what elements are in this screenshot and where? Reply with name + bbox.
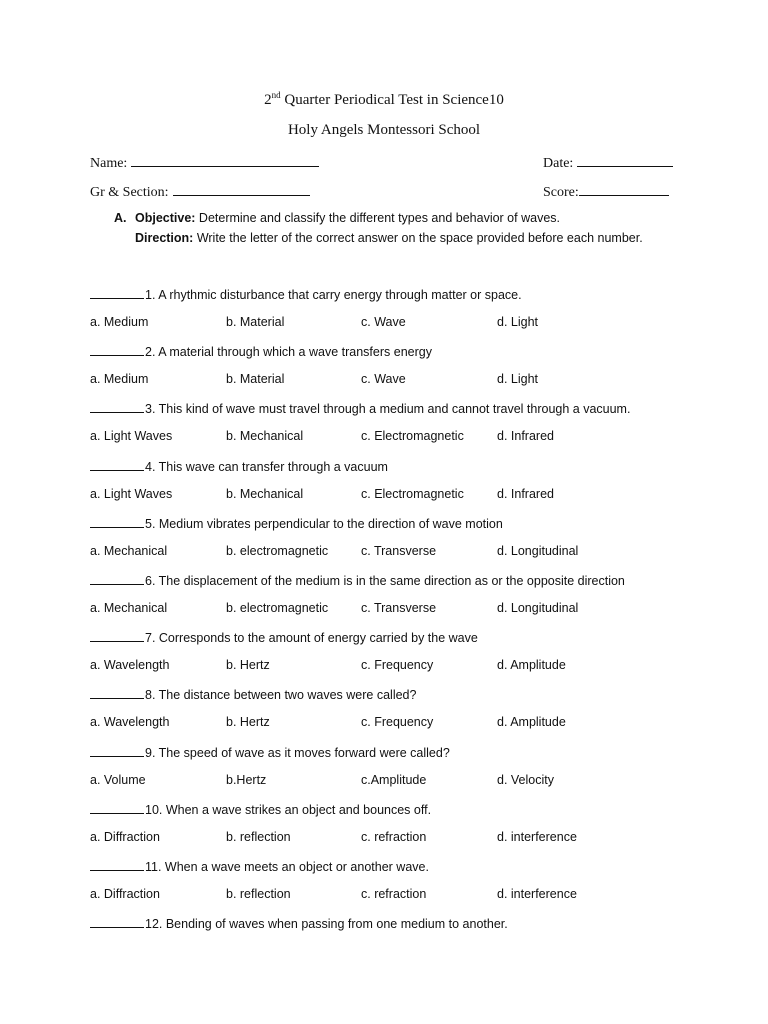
- question-text: 1. A rhythmic disturbance that carry energy through matter or space.: [145, 288, 522, 302]
- answer-options: [90, 487, 710, 505]
- date-blank[interactable]: [577, 152, 673, 167]
- name-field: [90, 152, 319, 172]
- answer-option: b. Material: [226, 372, 285, 387]
- school-name: Holy Angels Montessori School: [287, 122, 481, 138]
- direction-text: Write the letter of the correct answer on the space provided before each number.: [193, 231, 643, 245]
- question-item: [90, 515, 503, 531]
- answer-option: c. Electromagnetic: [361, 486, 464, 501]
- score-label: Score:: [543, 185, 579, 200]
- question-text: 8. The distance between two waves were called?: [145, 688, 417, 703]
- answer-option: b. Material: [226, 315, 285, 329]
- question-text: 2. A material through which a wave transfers energy: [145, 345, 432, 360]
- question-item: [90, 572, 625, 588]
- answer-option: c. Transverse: [361, 543, 437, 558]
- answer-option: a. Medium: [90, 315, 149, 329]
- answer-option: d. Infrared: [497, 429, 554, 444]
- answer-option: b. electromagnetic: [226, 543, 329, 558]
- answer-option: a. Volume: [90, 772, 146, 787]
- title-text: Quarter Periodical Test in Science10: [280, 92, 504, 108]
- answer-blank[interactable]: [90, 458, 144, 471]
- answer-option: a. Wavelength: [90, 715, 170, 730]
- question-text: 7. Corresponds to the amount of energy carried by the wave: [145, 631, 478, 646]
- score-field: [543, 181, 669, 201]
- answer-option: d. Light: [497, 372, 539, 387]
- title-superscript: nd: [271, 90, 281, 100]
- objective-line: [135, 208, 643, 228]
- answer-blank[interactable]: [90, 915, 144, 928]
- answer-options: [90, 830, 710, 848]
- question-item: [90, 343, 432, 359]
- answer-option: a. Wavelength: [90, 658, 170, 673]
- answer-blank[interactable]: [90, 515, 144, 528]
- answer-option: a. Light Waves: [90, 486, 173, 501]
- question-item: [90, 400, 630, 416]
- answer-option: d. interference: [497, 829, 577, 844]
- answer-options: [90, 715, 710, 733]
- answer-blank[interactable]: [90, 572, 144, 585]
- answer-option: b. reflection: [226, 829, 291, 844]
- answer-option: b. Hertz: [226, 715, 270, 730]
- answer-blank[interactable]: [90, 744, 144, 757]
- answer-options: [90, 429, 710, 447]
- answer-option: b. Mechanical: [226, 429, 304, 444]
- section-letter: A.: [114, 211, 127, 225]
- answer-option: b. reflection: [226, 887, 291, 901]
- question-text: 6. The displacement of the medium is in the same direction as or the opposite direction: [145, 574, 625, 588]
- question-item: [90, 686, 416, 702]
- section-a-instructions: [114, 208, 643, 248]
- answer-option: c. Electromagnetic: [361, 429, 464, 444]
- answer-option: d. Amplitude: [497, 658, 566, 673]
- name-blank[interactable]: [131, 152, 319, 167]
- answer-options: [90, 601, 710, 619]
- test-title: [0, 92, 768, 109]
- answer-options: [90, 315, 710, 333]
- answer-option: d. Longitudinal: [497, 543, 579, 558]
- question-text: 3. This kind of wave must travel through a medium and cannot travel through a vacuum.: [145, 402, 631, 417]
- answer-options: [90, 658, 710, 676]
- answer-option: c. refraction: [361, 887, 427, 901]
- answer-options: [90, 887, 710, 905]
- answer-blank[interactable]: [90, 400, 144, 413]
- answer-option: a. Mechanical: [90, 543, 168, 558]
- direction-line: [135, 228, 643, 248]
- section-blank[interactable]: [173, 181, 310, 196]
- answer-option: a. Light Waves: [90, 429, 173, 444]
- answer-option: d. interference: [497, 887, 577, 901]
- question-item: [90, 629, 478, 645]
- question-text: 4. This wave can transfer through a vacuum: [145, 459, 388, 474]
- answer-option: d. Infrared: [497, 486, 554, 501]
- answer-option: b. Mechanical: [226, 486, 304, 501]
- answer-option: d. Amplitude: [497, 715, 566, 730]
- question-item: [90, 858, 429, 874]
- answer-option: b. electromagnetic: [226, 601, 329, 615]
- answer-options: [90, 372, 710, 390]
- objective-label: Objective:: [135, 211, 196, 225]
- answer-blank[interactable]: [90, 286, 144, 299]
- name-label: Name:: [90, 156, 128, 171]
- question-text: 11. When a wave meets an object or another wave.: [145, 860, 429, 874]
- question-text: 10. When a wave strikes an object and bounces off.: [145, 802, 432, 817]
- question-item: [90, 915, 508, 931]
- direction-label: Direction:: [135, 231, 194, 245]
- answer-option: c. Wave: [361, 315, 406, 329]
- answer-option: c. Transverse: [361, 601, 437, 615]
- objective-text: Determine and classify the different types and behavior of waves.: [195, 211, 560, 225]
- answer-option: b.Hertz: [226, 772, 267, 787]
- answer-option: a. Diffraction: [90, 829, 160, 844]
- answer-option: c. refraction: [361, 829, 427, 844]
- question-item: [90, 744, 450, 760]
- section-field: [90, 181, 310, 201]
- question-item: [90, 458, 388, 474]
- answer-option: c. Wave: [361, 372, 406, 387]
- answer-option: d. Velocity: [497, 772, 554, 787]
- question-text: 5. Medium vibrates perpendicular to the direction of wave motion: [145, 516, 503, 531]
- answer-option: c. Frequency: [361, 715, 434, 730]
- answer-blank[interactable]: [90, 629, 144, 642]
- answer-options: [90, 544, 710, 562]
- answer-option: b. Hertz: [226, 658, 270, 673]
- answer-option: d. Light: [497, 315, 539, 329]
- question-text: 9. The speed of wave as it moves forward were called?: [145, 745, 450, 760]
- answer-option: a. Diffraction: [90, 887, 160, 901]
- date-field: [543, 152, 673, 172]
- question-item: [90, 286, 522, 302]
- question-text: 12. Bending of waves when passing from one medium to another.: [145, 917, 508, 932]
- answer-option: a. Mechanical: [90, 601, 168, 615]
- answer-option: d. Longitudinal: [497, 601, 579, 615]
- section-label: Gr & Section:: [90, 185, 169, 200]
- answer-option: c. Frequency: [361, 658, 434, 673]
- answer-options: [90, 773, 710, 791]
- answer-blank[interactable]: [90, 858, 144, 871]
- score-blank[interactable]: [579, 181, 669, 196]
- date-label: Date:: [543, 156, 574, 171]
- answer-blank[interactable]: [90, 686, 144, 699]
- title-ordinal: 2: [264, 92, 272, 108]
- question-item: [90, 801, 431, 817]
- answer-blank[interactable]: [90, 343, 144, 356]
- answer-option: a. Medium: [90, 372, 149, 387]
- answer-option: c.Amplitude: [361, 772, 427, 787]
- answer-blank[interactable]: [90, 801, 144, 814]
